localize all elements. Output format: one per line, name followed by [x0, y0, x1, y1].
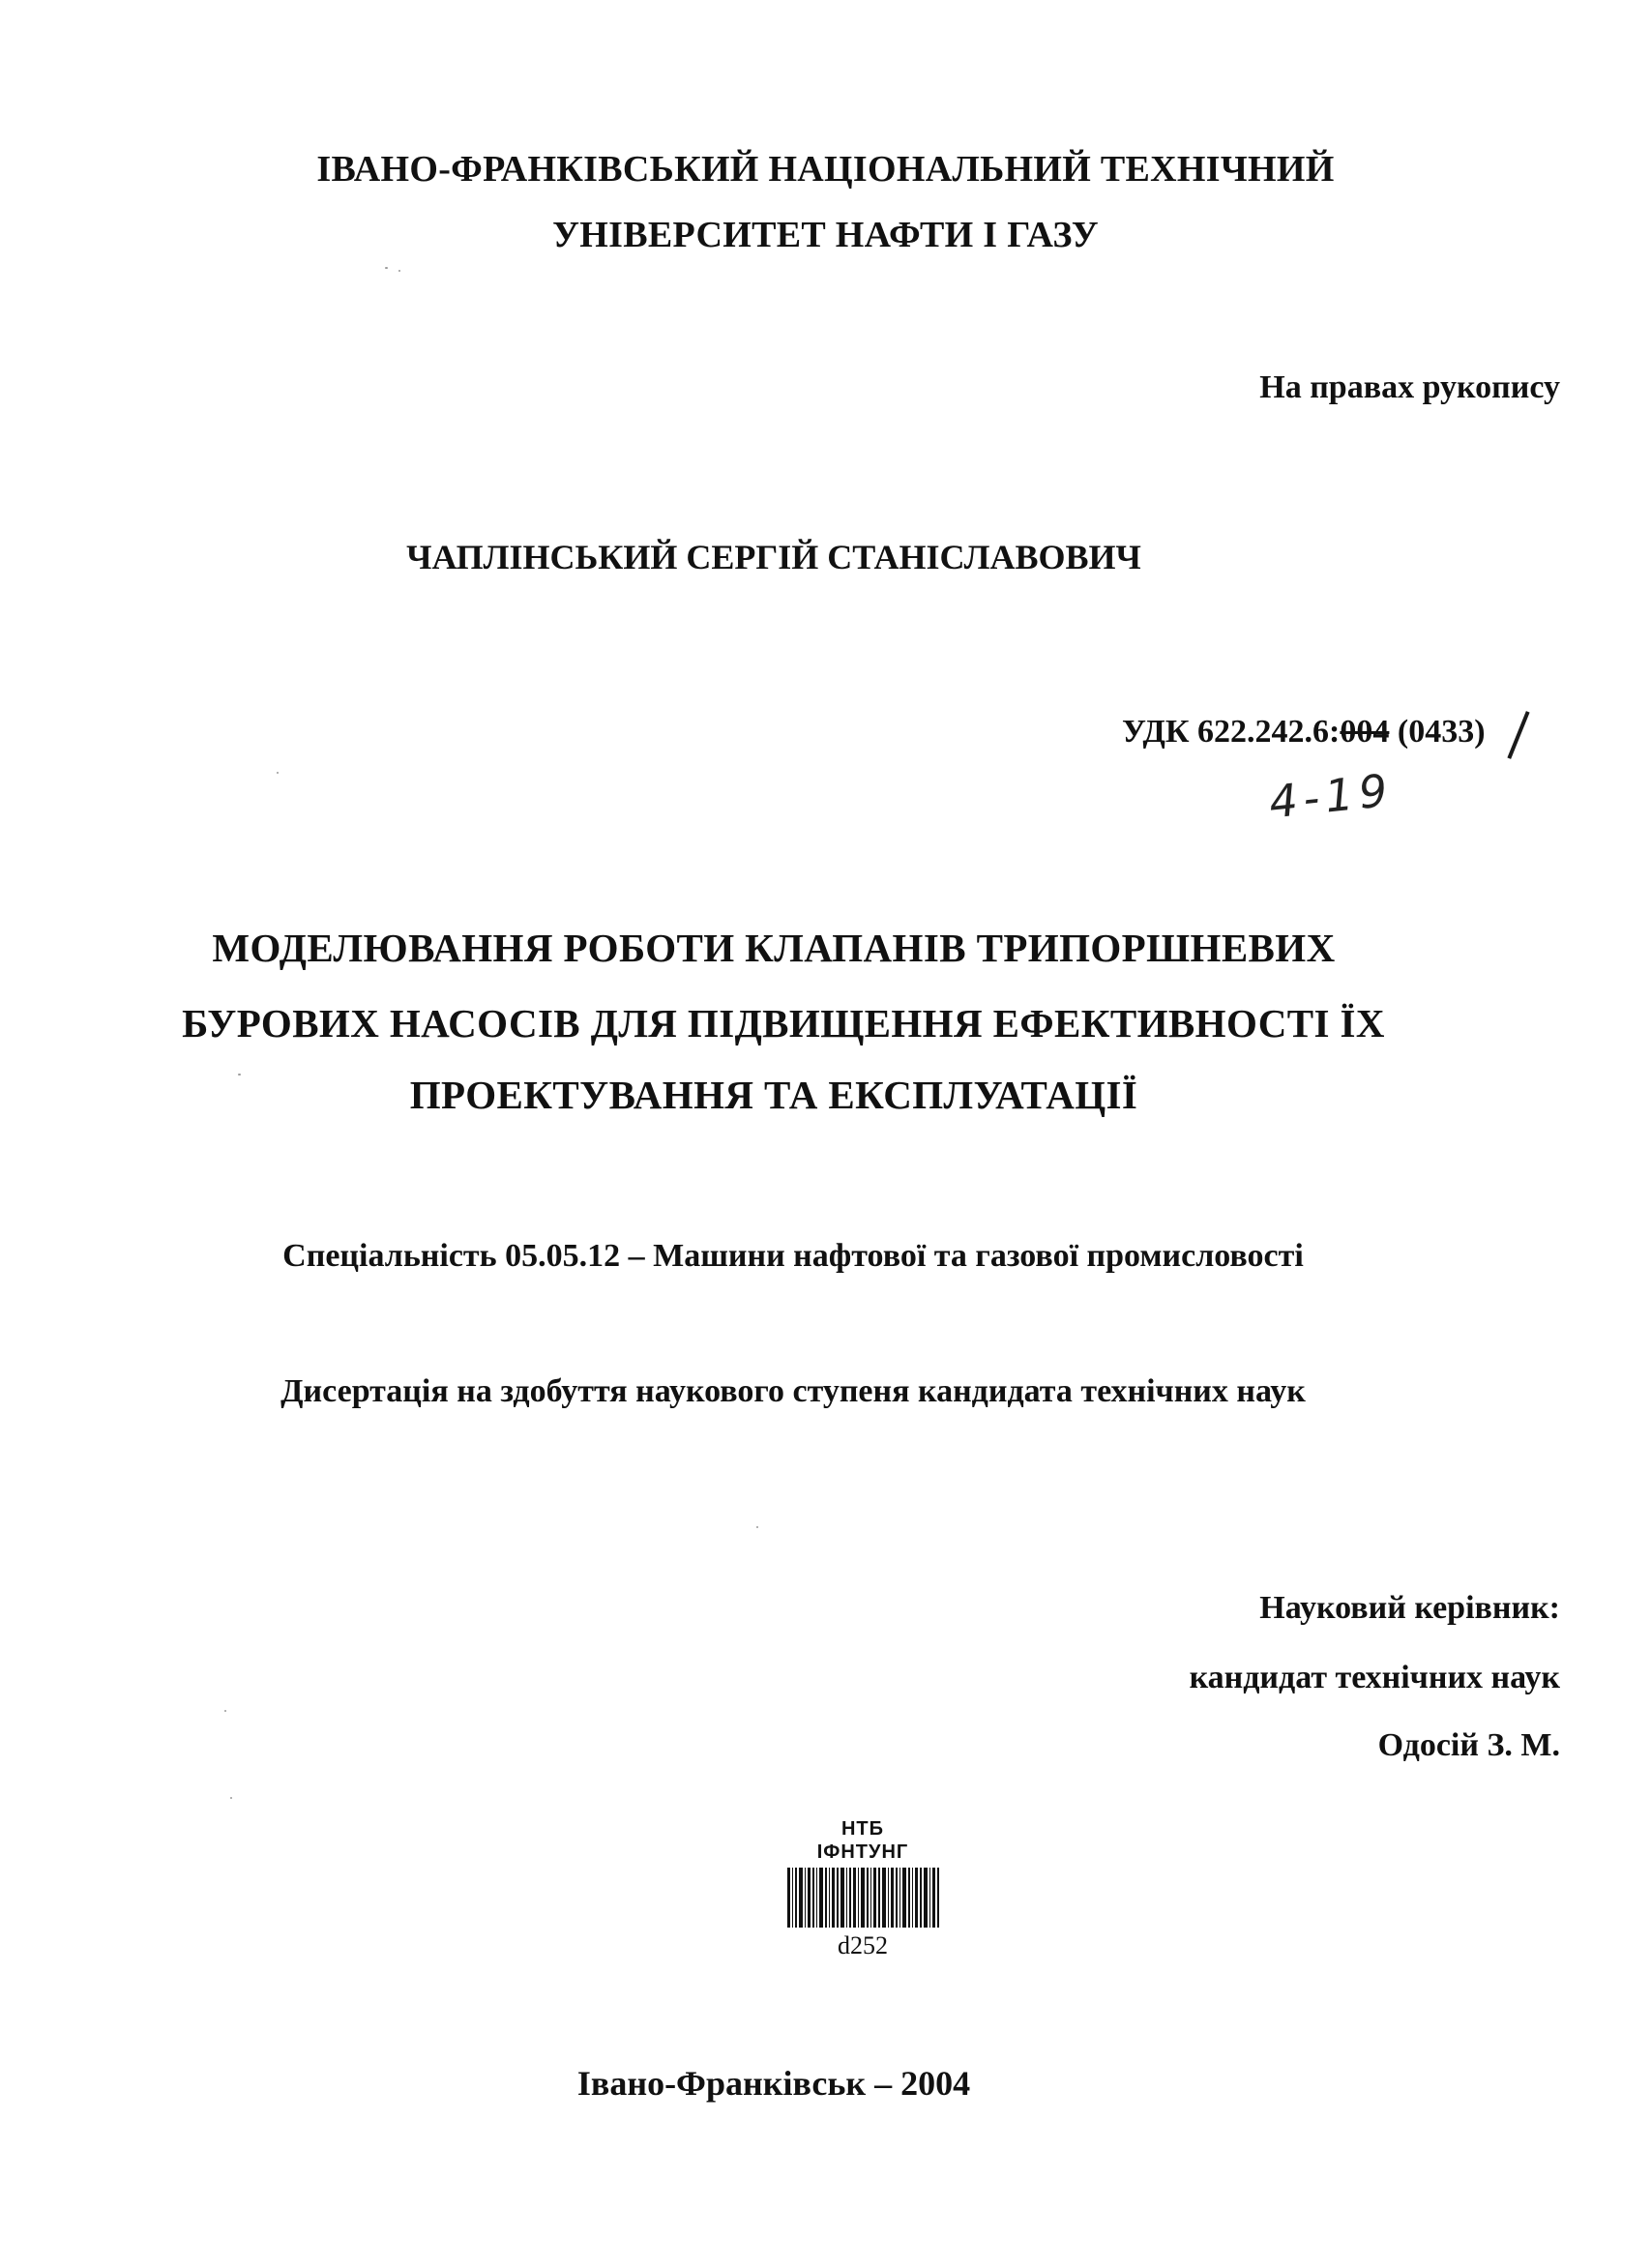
supervisor-label: Науковий керівник:	[1259, 1590, 1560, 1626]
university-name-line2: УНІВЕРСИТЕТ НАФТИ І ГАЗУ	[552, 215, 1099, 255]
university-name-line1: ІВАНО-ФРАНКІВСЬКИЙ НАЦІОНАЛЬНИЙ ТЕХНІЧНИЙ	[316, 149, 1335, 190]
rights-note: На правах рукопису	[1259, 369, 1560, 405]
title-line1: МОДЕЛЮВАННЯ РОБОТИ КЛАПАНІВ ТРИПОРШНЕВИХ	[212, 926, 1336, 970]
specialty: Спеціальність 05.05.12 – Машини нафтової та газової промисловості	[282, 1238, 1304, 1274]
city-year: Івано-Франківськ – 2004	[576, 2064, 971, 2103]
scan-speck	[224, 1710, 226, 1712]
supervisor-name: Одосій З. М.	[1377, 1727, 1560, 1763]
barcode-icon	[785, 1868, 940, 1928]
supervisor-degree: кандидат технічних наук	[1189, 1660, 1560, 1695]
stamp-line2: ІФНТУНГ	[816, 1841, 909, 1863]
stamp-line1: НТБ	[840, 1818, 885, 1840]
handwritten-slash	[1507, 711, 1529, 759]
scan-speck	[238, 1074, 241, 1075]
scan-speck	[277, 772, 279, 774]
title-line3: ПРОЕКТУВАННЯ ТА ЕКСПЛУАТАЦІЇ	[409, 1073, 1138, 1117]
udk-struck-part: 004	[1340, 714, 1390, 750]
scan-speck	[398, 270, 400, 272]
scan-speck	[756, 1526, 758, 1528]
library-stamp	[776, 1818, 950, 1960]
scan-speck	[385, 267, 388, 269]
udk-prefix: УДК 622.242.6:	[1122, 714, 1341, 750]
udk-code	[1122, 716, 1486, 749]
author-name: ЧАПЛІНСЬКИЙ СЕРГІЙ СТАНІСЛАВОВИЧ	[406, 538, 1141, 576]
stamp-code: d252	[838, 1931, 888, 1959]
title-line2: БУРОВИХ НАСОСІВ ДЛЯ ПІДВИЩЕННЯ ЕФЕКТИВНОСТІ ЇХ	[182, 1001, 1385, 1046]
udk-tail: 3)	[1458, 714, 1486, 750]
udk-suffix: (043	[1389, 714, 1459, 750]
handwritten-note: 4-19	[1266, 763, 1396, 829]
dissertation-note: Дисертація на здобуття наукового ступеня кандидата технічних наук	[280, 1373, 1306, 1409]
scan-speck	[230, 1797, 232, 1799]
